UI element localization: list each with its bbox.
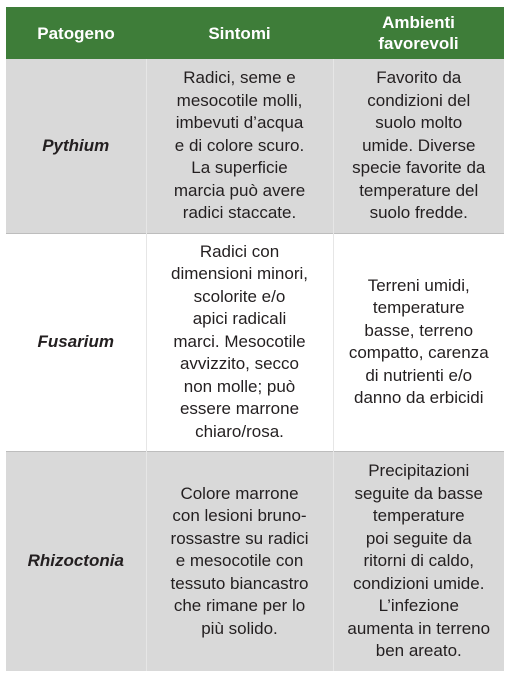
symptoms-cell [146, 451, 333, 671]
header-row [6, 7, 504, 59]
table-body [6, 59, 504, 671]
symptoms-cell [146, 233, 333, 451]
header-symptoms-label: Sintomi [208, 23, 271, 43]
header-pathogen [6, 7, 146, 59]
header-environments-label: Ambienti favorevoli [378, 13, 459, 53]
environments-text: Precipitazioni seguite da basse temperature poi seguite da ritorni di caldo, condizioni umide. L’infezione aumenta in terreno ben areato. [347, 461, 491, 660]
symptoms-text: Radici con dimensioni minori, scolorite e/o apici radicali marci. Mesocotile avvizzito, secco non molle; può essere marrone chiaro/rosa. [171, 241, 308, 441]
pathogen-name: Fusarium [37, 331, 115, 351]
environments-cell [333, 59, 504, 233]
header-symptoms [146, 7, 333, 59]
header-pathogen-label: Patogeno [37, 23, 115, 43]
pathogen-name: Pythium [42, 135, 110, 155]
symptoms-text: Colore marrone con lesioni bruno- rossastre su radici e mesocotile con tessuto biancastro che rimane per lo più solido. [170, 483, 309, 638]
environments-cell [333, 233, 504, 451]
environments-cell [333, 451, 504, 671]
symptoms-cell [146, 59, 333, 233]
pathogen-cell [6, 59, 146, 233]
header-environments [333, 7, 504, 59]
pathogen-table [6, 7, 504, 671]
pathogen-cell [6, 233, 146, 451]
environments-text: Terreni umidi, temperature basse, terreno compatto, carenza di nutrienti e/o danno da erbicidi [348, 275, 489, 407]
table-row [6, 233, 504, 451]
pathogen-cell [6, 451, 146, 671]
table-header [6, 7, 504, 59]
pathogen-name: Rhizoctonia [27, 551, 124, 570]
symptoms-text: Radici, seme e mesocotile molli, imbevuti d’acqua e di colore scuro. La superficie marcia può avere radici staccate. [173, 68, 306, 222]
environments-text: Favorito da condizioni del suolo molto umide. Diverse specie favorite da temperature del suolo fredde. [352, 68, 486, 222]
table-row [6, 451, 504, 671]
table-row [6, 59, 504, 233]
